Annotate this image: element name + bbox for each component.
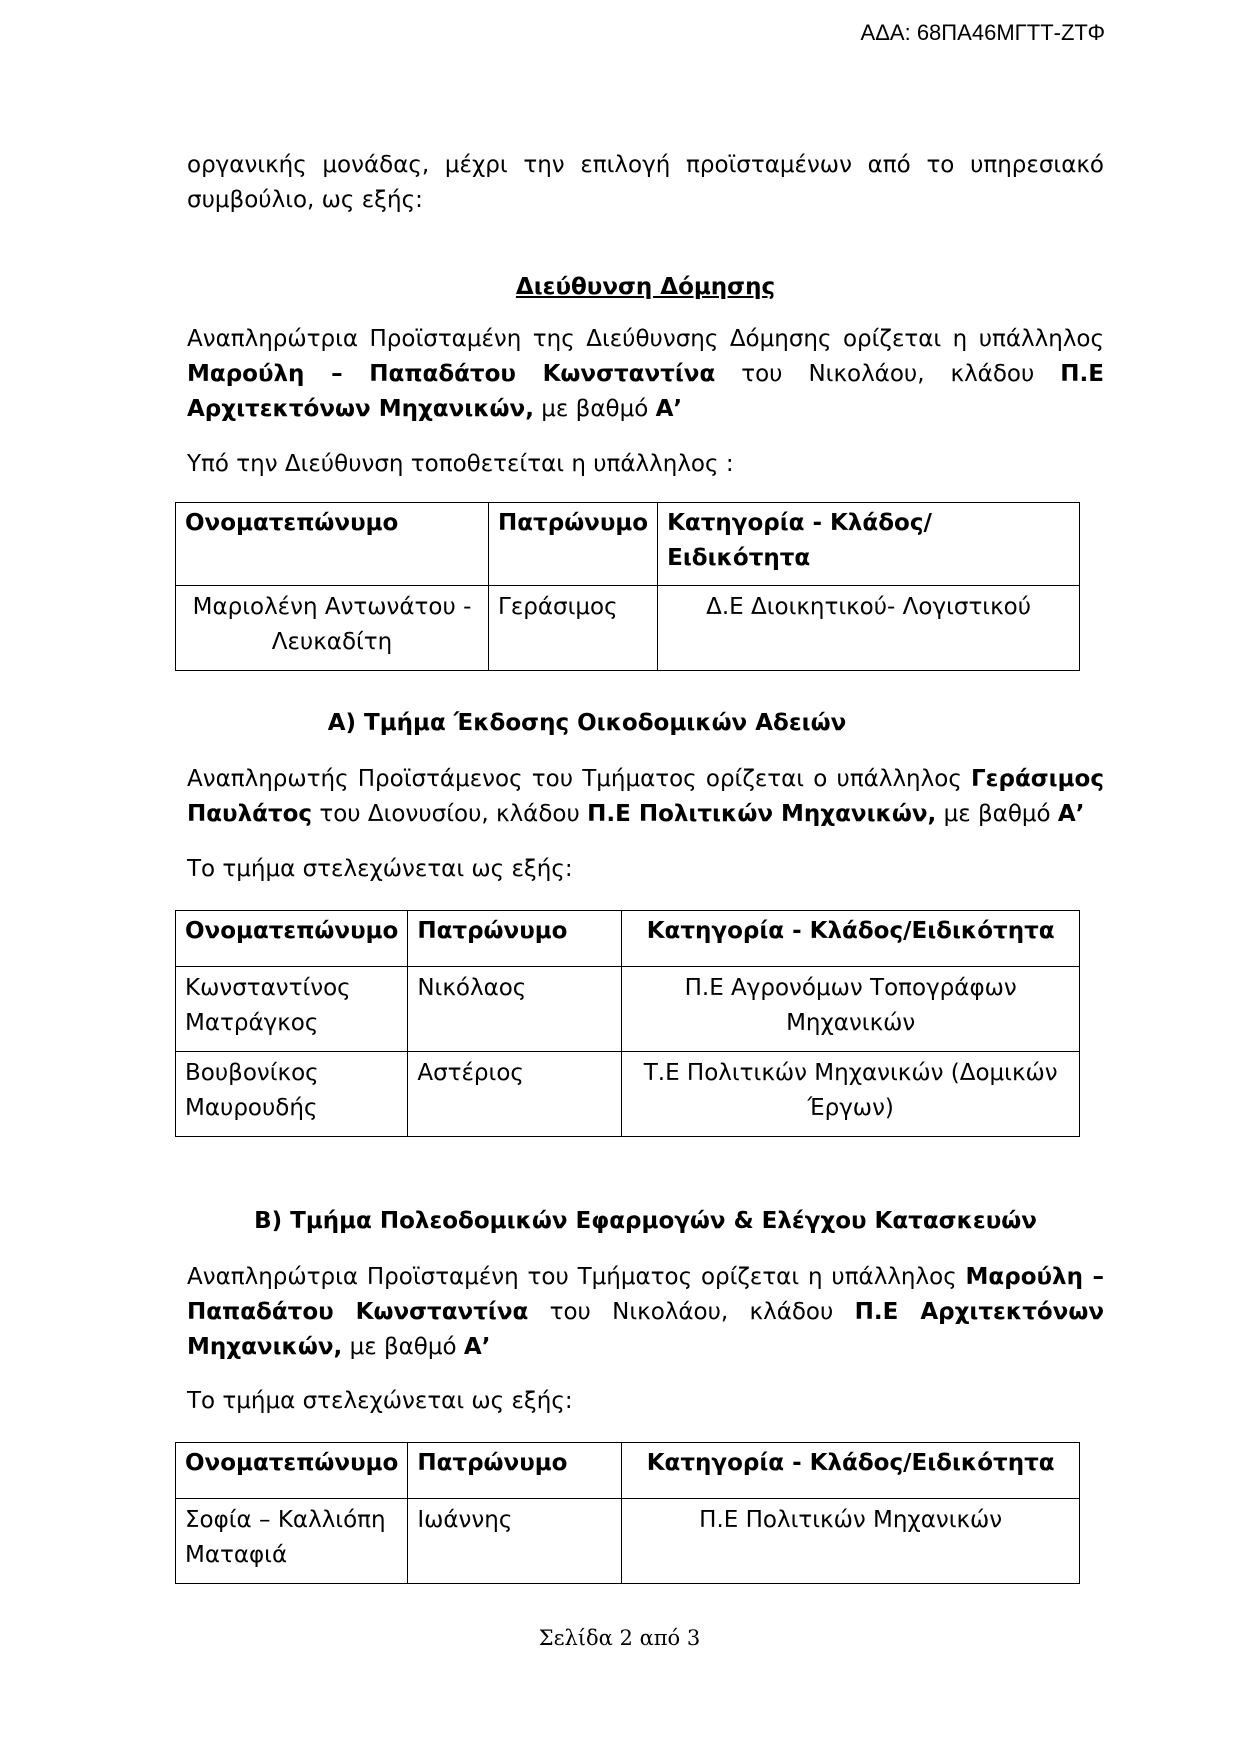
- col-header-name: Ονοματεπώνυμο: [176, 911, 408, 967]
- main-p-grade: Α’: [655, 396, 683, 422]
- section-a-staff: [187, 852, 1104, 887]
- staff-text-a: Το τμήμα στελεχώνεται ως εξής:: [187, 856, 573, 882]
- cell-patronymic: Γεράσιμος: [489, 586, 658, 671]
- table-b: [175, 1442, 1080, 1584]
- table-header-row: [176, 1443, 1080, 1499]
- col-header-patronymic: Πατρώνυμο: [489, 503, 658, 586]
- section-main-heading-wrap: [187, 270, 1104, 305]
- a-p-branch: Π.Ε Πολιτικών Μηχανικών,: [587, 801, 937, 827]
- staff-text-b: Το τμήμα στελεχώνεται ως εξής:: [187, 1388, 573, 1414]
- section-a-paragraph: [187, 762, 1104, 832]
- table-header-row: [176, 503, 1080, 586]
- cell-name: Βουβονίκος Μαυρουδής: [176, 1052, 408, 1137]
- main-p-branch: Π.Ε Αρχιτεκτόνων Μηχανικών,: [187, 361, 1104, 422]
- table-row: [176, 1499, 1080, 1584]
- intro-line-1: οργανικής μονάδας, μέχρι την επιλογή προϊσταμένων από το υπηρεσιακό: [187, 152, 1104, 178]
- section-b-title: Β) Τμήμα Πολεοδομικών Εφαρμογών & Ελέγχου Κατασκευών: [254, 1208, 1037, 1234]
- main-p-mid: του Νικολάου, κλάδου: [715, 361, 1061, 387]
- col-header-category: Κατηγορία - Κλάδος/Ειδικότητα: [622, 911, 1080, 967]
- table-row: [176, 1052, 1080, 1137]
- section-main-paragraph: [187, 322, 1104, 427]
- cell-patronymic: Αστέριος: [408, 1052, 622, 1137]
- section-b-heading-wrap: [187, 1204, 1104, 1239]
- section-main-title: Διεύθυνση Δόμησης: [515, 274, 776, 300]
- main-p-name: Μαρούλη – Παπαδάτου Κωνσταντίνα: [187, 361, 716, 387]
- cell-name: Σοφία – Καλλιόπη Ματαφιά: [176, 1499, 408, 1584]
- cell-patronymic: Ιωάννης: [408, 1499, 622, 1584]
- a-p-name: Γεράσιμος Παυλάτος: [187, 766, 1104, 827]
- cell-category: Π.Ε Αγρονόμων Τοπογράφων Μηχανικών: [622, 967, 1080, 1052]
- main-p-grade-pre: με βαθμό: [533, 396, 656, 422]
- cell-name: Κωνσταντίνος Ματράγκος: [176, 967, 408, 1052]
- table-row: [176, 967, 1080, 1052]
- section-a-title: Α) Τμήμα Έκδοσης Οικοδομικών Αδειών: [327, 710, 847, 736]
- col-header-patronymic: Πατρώνυμο: [408, 911, 622, 967]
- a-p-grade: Α’: [1057, 801, 1085, 827]
- table-a: [175, 910, 1080, 1137]
- page-number: Σελίδα 2 από 3: [538, 1626, 701, 1650]
- section-b-paragraph: [187, 1260, 1104, 1365]
- col-header-name: Ονοματεπώνυμο: [176, 503, 489, 586]
- cell-category: Π.Ε Πολιτικών Μηχανικών: [622, 1499, 1080, 1584]
- cell-name: Μαριολένη Αντωνάτου - Λευκαδίτη: [176, 586, 489, 671]
- a-p-mid: του Διονυσίου, κλάδου: [312, 801, 588, 827]
- placement-text: Υπό την Διεύθυνση τοποθετείται η υπάλληλος :: [187, 451, 734, 477]
- main-p-pre: Αναπληρώτρια Προϊσταμένη της Διεύθυνσης Δόμησης ορίζεται η υπάλληλος: [187, 326, 1104, 352]
- table-header-row: [176, 911, 1080, 967]
- b-p-grade: Α’: [463, 1334, 491, 1360]
- ada-code: ΑΔΑ: 68ΠΑ46ΜΓΤΤ-ΖΤΦ: [860, 20, 1105, 45]
- col-header-category: Κατηγορία - Κλάδος/Ειδικότητα: [622, 1443, 1080, 1499]
- b-p-name: Μαρούλη – Παπαδάτου Κωνσταντίνα: [187, 1264, 1105, 1325]
- b-p-branch: Π.Ε Αρχιτεκτόνων Μηχανικών,: [187, 1299, 1105, 1360]
- a-p-grade-pre: με βαθμό: [936, 801, 1058, 827]
- cell-category: Τ.Ε Πολιτικών Μηχανικών (Δομικών Έργων): [622, 1052, 1080, 1137]
- cell-patronymic: Νικόλαος: [408, 967, 622, 1052]
- col-header-patronymic: Πατρώνυμο: [408, 1443, 622, 1499]
- table-row: [176, 586, 1080, 671]
- section-b-staff: [187, 1384, 1104, 1419]
- section-a-heading-wrap: [187, 706, 987, 741]
- cell-category: Δ.Ε Διοικητικού- Λογιστικού: [658, 586, 1080, 671]
- section-main-placement: [187, 447, 1104, 482]
- col-header-category: Κατηγορία - Κλάδος/Ειδικότητα: [658, 503, 1080, 586]
- intro-block: [187, 148, 1104, 218]
- col-header-name: Ονοματεπώνυμο: [176, 1443, 408, 1499]
- b-p-pre: Αναπληρώτρια Προϊσταμένη του Τμήματος ορίζεται η υπάλληλος: [187, 1264, 966, 1290]
- b-p-mid: του Νικολάου, κλάδου: [528, 1299, 855, 1325]
- intro-line-2: συμβούλιο, ως εξής:: [187, 187, 423, 213]
- b-p-grade-pre: με βαθμό: [342, 1334, 464, 1360]
- a-p-pre: Αναπληρωτής Προϊστάμενος του Τμήματος ορίζεται ο υπάλληλος: [187, 766, 972, 792]
- table-main: [175, 502, 1080, 671]
